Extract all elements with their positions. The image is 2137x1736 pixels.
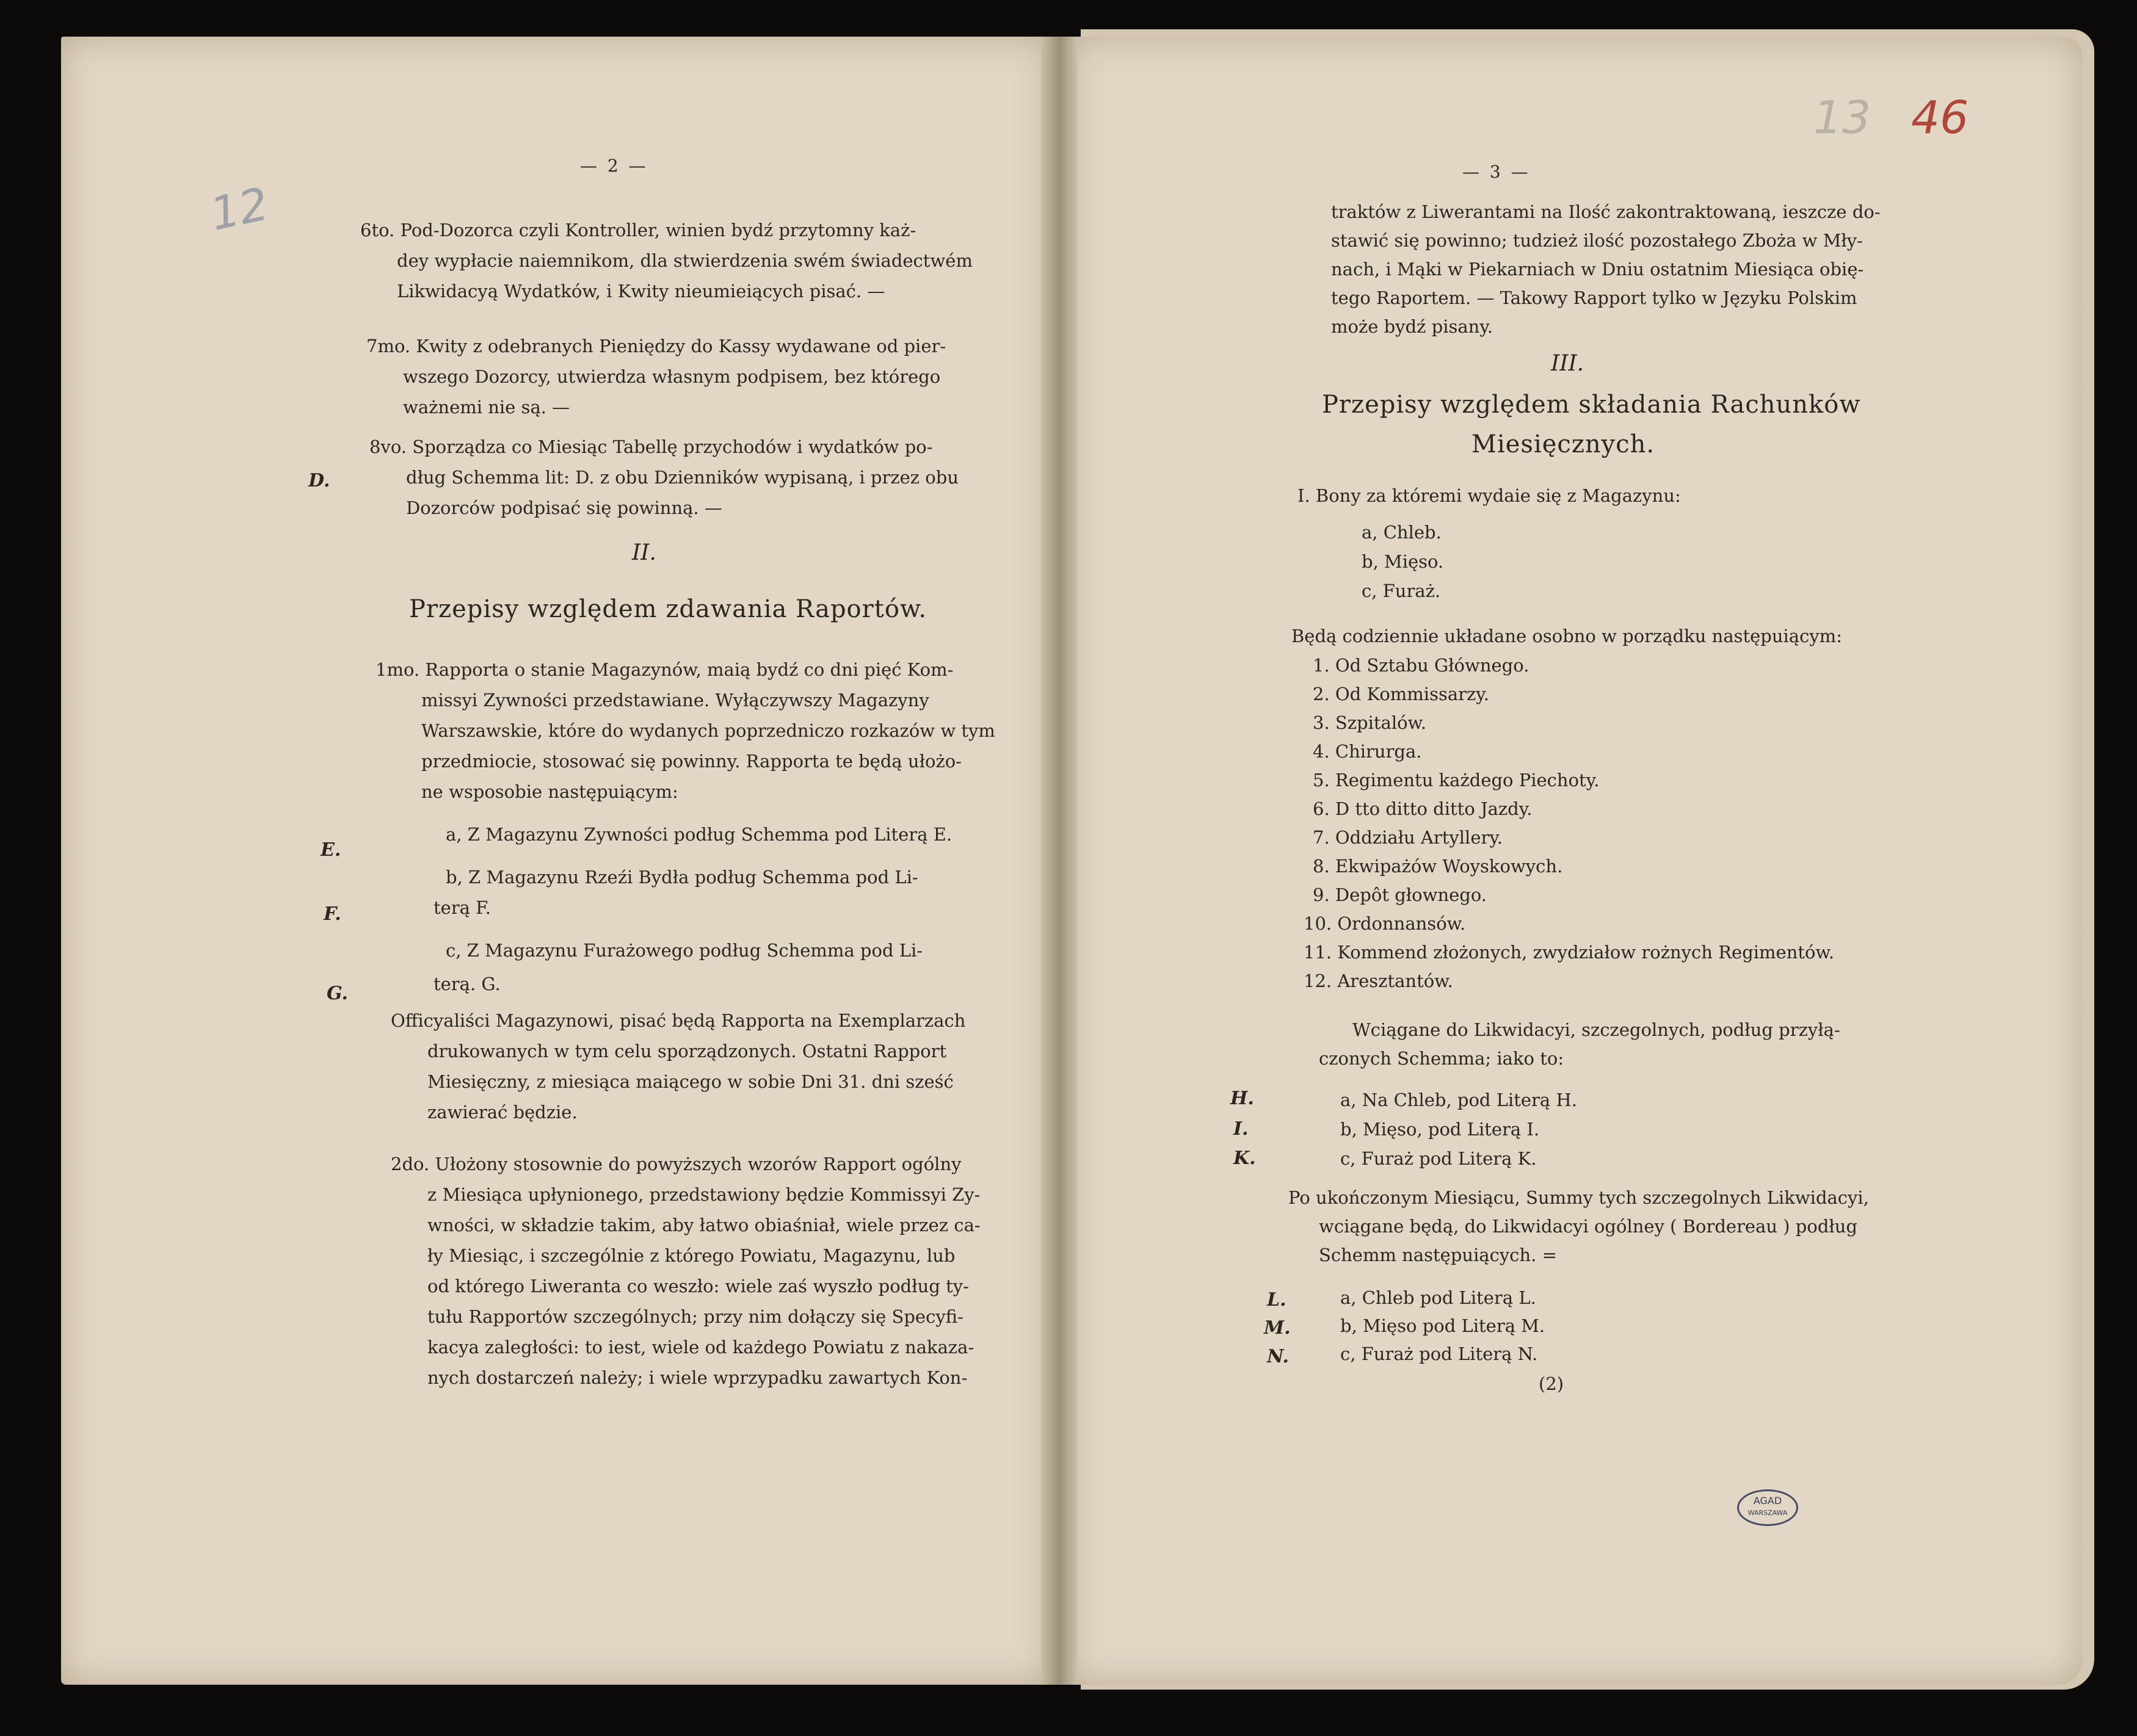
list-item: 10. Ordonnansów. bbox=[1304, 913, 1466, 934]
list-item: a, Chleb pod Literą L. bbox=[1340, 1287, 1536, 1308]
section-title: Przepisy względem zdawania Raportów. bbox=[409, 595, 927, 623]
text-line: Dozorców podpisać się powinną. — bbox=[406, 497, 722, 518]
list-item: 11. Kommend złożonych, zwydziałow rożnych Regimentów. bbox=[1304, 942, 1835, 963]
folio-right-b: 46 bbox=[1911, 92, 1969, 144]
list-item: 12. Aresztantów. bbox=[1304, 971, 1453, 991]
text-line: ne wsposobie następuiącym: bbox=[421, 781, 678, 802]
text-line: Miesięczny, z miesiąca maiącego w sobie Dni 31. dni sześć bbox=[427, 1071, 954, 1092]
text-line: tego Raportem. — Takowy Rapport tylko w Języku Polskim bbox=[1331, 288, 1857, 308]
text-line: od którego Liweranta co weszło: wiele zaś wyszło podług ty- bbox=[427, 1276, 969, 1297]
text-line: kacya zaległości: to iest, wiele od każdego Powiatu z nakaza- bbox=[427, 1337, 974, 1358]
page-number-left: — 2 — bbox=[580, 156, 648, 176]
text-line: 1mo. Rapporta o stanie Magazynów, maią bydź co dni pięć Kom- bbox=[376, 659, 954, 680]
text-line: traktów z Liwerantami na Ilość zakontraktowaną, ieszcze do- bbox=[1331, 201, 1881, 222]
text-line: Wciągane do Likwidacyi, szczegolnych, podług przyłą- bbox=[1352, 1019, 1840, 1040]
text-line: Warszawskie, które do wydanych poprzedniczo rozkazów w tym bbox=[421, 720, 995, 741]
margin-letter: G. bbox=[327, 983, 348, 1004]
text-line: wciągane będą, do Likwidacyi ogólney ( Bordereau ) podług bbox=[1319, 1216, 1858, 1237]
archive-stamp bbox=[1737, 1489, 1798, 1526]
text-line: stawić się powinno; tudzież ilość pozostałego Zboża w Mły- bbox=[1331, 230, 1863, 251]
text-line: wszego Dozorcy, utwierdza własnym podpisem, bez którego bbox=[403, 366, 941, 387]
margin-letter: L. bbox=[1267, 1289, 1286, 1311]
section-numeral: II. bbox=[632, 540, 656, 565]
text-line: nach, i Mąki w Piekarniach w Dniu ostatnim Miesiąca obię- bbox=[1331, 259, 1864, 280]
folio-left: 12 bbox=[206, 178, 274, 241]
text-line: terą. G. bbox=[434, 974, 501, 994]
text-line: a, Z Magazynu Zywności podług Schemma pod Literą E. bbox=[446, 824, 952, 845]
text-line: b, Z Magazynu Rzeźi Bydła podług Schemma pod Li- bbox=[446, 867, 918, 888]
list-item: c, Furaż. bbox=[1362, 580, 1441, 601]
list-item: 1. Od Sztabu Głównego. bbox=[1313, 655, 1529, 676]
list-item: 6. D tto ditto ditto Jazdy. bbox=[1313, 798, 1533, 819]
folio-right-a: 13 bbox=[1813, 92, 1871, 144]
text-line: wności, w składzie takim, aby łatwo obiaśniał, wiele przez ca- bbox=[427, 1215, 981, 1235]
stamp-line: AGAD bbox=[1753, 1495, 1782, 1506]
margin-letter: E. bbox=[321, 839, 341, 861]
list-item: b, Mięso pod Literą M. bbox=[1340, 1315, 1545, 1336]
text-line: może bydź pisany. bbox=[1331, 316, 1493, 337]
section-title: Przepisy względem składania Rachunków bbox=[1322, 391, 1861, 419]
text-line: Po ukończonym Miesiącu, Summy tych szczegolnych Likwidacyi, bbox=[1288, 1187, 1869, 1208]
text-line: terą F. bbox=[434, 897, 492, 918]
text-line: 2do. Ułożony stosownie do powyższych wzorów Rapport ogólny bbox=[391, 1154, 962, 1174]
text-line: 7mo. Kwity z odebranych Pieniędzy do Kassy wydawane od pier- bbox=[366, 336, 946, 356]
text-line: ły Miesiąc, i szczególnie z którego Powiatu, Magazynu, lub bbox=[427, 1245, 956, 1266]
list-item: 8. Ekwipażów Woyskowych. bbox=[1313, 856, 1563, 877]
section-title-continued: Miesięcznych. bbox=[1471, 430, 1655, 458]
list-item: 3. Szpitalów. bbox=[1313, 712, 1427, 733]
text-line: dług Schemma lit: D. z obu Dzienników wypisaną, i przez obu bbox=[406, 467, 959, 488]
list-item: c, Furaż pod Literą K. bbox=[1340, 1148, 1537, 1169]
margin-letter: D. bbox=[308, 470, 330, 491]
margin-letter: H. bbox=[1230, 1088, 1254, 1109]
text-line: zawierać będzie. bbox=[427, 1102, 578, 1123]
page-number-right: — 3 — bbox=[1462, 162, 1531, 182]
list-item: c, Furaż pod Literą N. bbox=[1340, 1344, 1538, 1364]
signature-mark: (2) bbox=[1539, 1373, 1564, 1394]
list-item: a, Na Chleb, pod Literą H. bbox=[1340, 1090, 1577, 1110]
section-numeral: III. bbox=[1551, 351, 1584, 376]
text-line: c, Z Magazynu Furażowego podług Schemma pod Li- bbox=[446, 940, 923, 961]
list-item: 4. Chirurga. bbox=[1313, 741, 1422, 762]
text-line: ważnemi nie są. — bbox=[403, 397, 570, 418]
text-line: Officyaliści Magazynowi, pisać będą Rapporta na Exemplarzach bbox=[391, 1010, 966, 1031]
text-line: drukowanych w tym celu sporządzonych. Ostatni Rapport bbox=[427, 1041, 947, 1061]
list-item: a, Chleb. bbox=[1362, 522, 1442, 543]
list-item: 9. Depôt głownego. bbox=[1313, 884, 1487, 905]
text-line: missyi Zywności przedstawiane. Wyłączywszy Magazyny bbox=[421, 690, 929, 711]
margin-letter: F. bbox=[324, 903, 341, 925]
book-spine bbox=[1041, 37, 1078, 1685]
right-page bbox=[1068, 37, 2082, 1685]
margin-letter: M. bbox=[1264, 1317, 1291, 1339]
list-item: 7. Oddziału Artyllery. bbox=[1313, 827, 1503, 848]
margin-letter: K. bbox=[1233, 1148, 1256, 1169]
text-line: 6to. Pod-Dozorca czyli Kontroller, winien bydź przytomny każ- bbox=[360, 220, 916, 241]
list-item: 5. Regimentu każdego Piechoty. bbox=[1313, 770, 1600, 790]
stamp-line: WARSZAWA bbox=[1747, 1509, 1788, 1517]
list-item: 2. Od Kommissarzy. bbox=[1313, 684, 1490, 704]
text-line: 8vo. Sporządza co Miesiąc Tabellę przychodów i wydatków po- bbox=[369, 436, 933, 457]
text-line: Będą codziennie układane osobno w porządku następuiącym: bbox=[1291, 626, 1843, 646]
text-line: Likwidacyą Wydatków, i Kwity nieumieiących pisać. — bbox=[397, 281, 885, 302]
text-line: dey wypłacie naiemnikom, dla stwierdzenia swém świadectwém bbox=[397, 250, 973, 271]
text-line: z Miesiąca upłynionego, przedstawiony będzie Kommissyi Zy- bbox=[427, 1184, 981, 1205]
list-item: b, Mięso, pod Literą I. bbox=[1340, 1119, 1540, 1140]
text-line: przedmiocie, stosować się powinny. Rapporta te będą ułożo- bbox=[421, 751, 962, 772]
margin-letter: N. bbox=[1267, 1346, 1289, 1367]
margin-letter: I. bbox=[1233, 1118, 1249, 1140]
text-line: nych dostarczeń należy; i wiele wprzypadku zawartych Kon- bbox=[427, 1367, 968, 1388]
text-line: tułu Rapportów szczególnych; przy nim dołączy się Specyfi- bbox=[427, 1306, 963, 1327]
text-line: Schemm następuiących. = bbox=[1319, 1245, 1557, 1265]
text-line: czonych Schemma; iako to: bbox=[1319, 1048, 1564, 1069]
list-item: b, Mięso. bbox=[1362, 551, 1444, 572]
text-line: I. Bony za któremi wydaie się z Magazynu: bbox=[1297, 485, 1681, 506]
